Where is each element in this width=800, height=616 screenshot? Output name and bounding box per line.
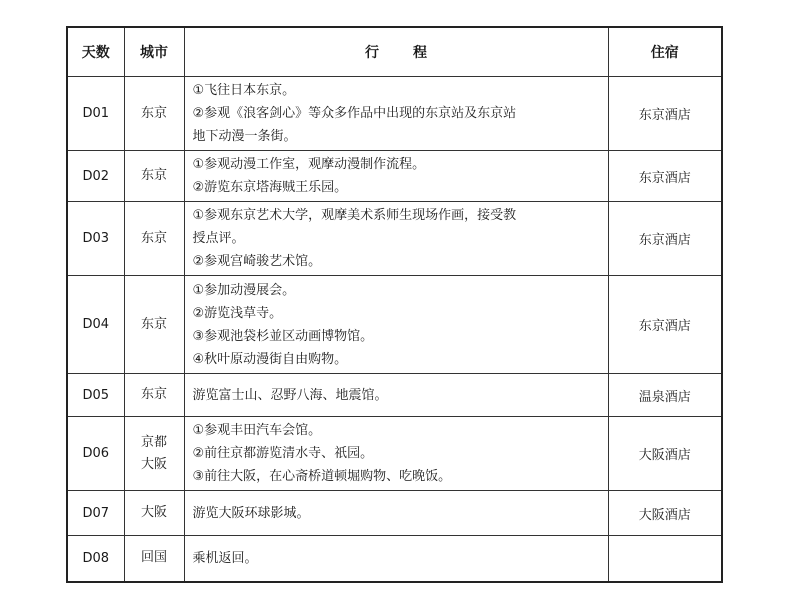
hotel-cell: 大阪酒店	[608, 491, 722, 536]
plan-line: ③前往大阪，在心斋桥道顿堀购物、吃晚饭。	[192, 469, 452, 484]
day-cell: D02	[67, 151, 124, 202]
plan-line: ④秋叶原动漫街自由购物。	[192, 351, 348, 367]
city-cell	[124, 151, 184, 202]
plan-line: ③参观池袋杉並区动画博物馆。	[192, 328, 374, 344]
table-row	[67, 202, 722, 276]
city-name: 回国	[140, 550, 167, 566]
plan-cell	[184, 202, 608, 276]
plan-line: ②游览浅草寺。	[192, 305, 283, 321]
day-cell: D08	[67, 536, 124, 582]
city-name: 大阪	[140, 505, 167, 520]
day-cell: D03	[67, 202, 124, 276]
plan-line: ①参观丰田汽车会馆。	[192, 423, 322, 438]
plan-line: ①参观动漫工作室，观摩动漫制作流程。	[192, 157, 426, 172]
city-cell	[124, 276, 184, 374]
day-cell: D06	[67, 417, 124, 491]
table-row	[67, 77, 722, 151]
plan-line: 游览富士山、忍野八海、地震馆。	[192, 387, 388, 403]
itinerary-table	[66, 26, 723, 583]
hotel-cell: 东京酒店	[608, 151, 722, 202]
plan-cell	[184, 151, 608, 202]
plan-cell	[184, 374, 608, 417]
day-cell: D01	[67, 77, 124, 151]
plan-line: ②参观《浪客剑心》等众多作品中出现的东京站及东京站	[192, 106, 517, 121]
hotel-cell: 东京酒店	[608, 276, 722, 374]
city-name: 京都	[140, 434, 167, 450]
city-cell	[124, 491, 184, 536]
plan-line: ②参观宫崎骏艺术馆。	[192, 254, 322, 269]
plan-line: ①参加动漫展会。	[192, 282, 296, 298]
plan-cell	[184, 276, 608, 374]
day-cell: D04	[67, 276, 124, 374]
table-row	[67, 374, 722, 417]
plan-cell	[184, 536, 608, 582]
table-row	[67, 417, 722, 491]
day-cell: D07	[67, 491, 124, 536]
hotel-cell	[608, 536, 722, 582]
city-cell	[124, 417, 184, 491]
plan-line: 游览大阪环球影城。	[192, 505, 310, 521]
header-hotel: 住宿	[608, 27, 722, 77]
table-row	[67, 491, 722, 536]
plan-cell	[184, 491, 608, 536]
plan-cell	[184, 77, 608, 151]
city-cell	[124, 202, 184, 276]
city-name: 东京	[140, 316, 167, 332]
plan-line: ①参观东京艺术大学，观摩美术系师生现场作画，接受教	[192, 208, 517, 223]
city-name: 东京	[140, 168, 167, 183]
day-cell: D05	[67, 374, 124, 417]
plan-line: ②前往京都游览清水寺、祇园。	[192, 446, 374, 461]
hotel-cell: 东京酒店	[608, 77, 722, 151]
city-cell	[124, 536, 184, 582]
header-day: 天数	[67, 27, 124, 77]
header-row	[67, 27, 722, 77]
plan-cell	[184, 417, 608, 491]
city-cell	[124, 374, 184, 417]
plan-line: 授点评。	[192, 231, 245, 246]
hotel-cell: 东京酒店	[608, 202, 722, 276]
plan-line: ①飞往日本东京。	[192, 83, 296, 98]
table-row	[67, 536, 722, 582]
city-name: 东京	[140, 105, 167, 121]
header-city: 城市	[124, 27, 184, 77]
header-plan	[184, 27, 608, 77]
city-name: 大阪	[140, 456, 167, 472]
hotel-cell: 温泉酒店	[608, 374, 722, 417]
header-plan-char-1: 行	[365, 45, 379, 61]
city-name: 东京	[140, 230, 167, 246]
table-row	[67, 276, 722, 374]
plan-line: ②游览东京塔海贼王乐园。	[192, 180, 348, 195]
hotel-cell: 大阪酒店	[608, 417, 722, 491]
city-name: 东京	[140, 387, 167, 402]
city-cell	[124, 77, 184, 151]
plan-line: 乘机返回。	[192, 550, 258, 566]
table-row	[67, 151, 722, 202]
header-plan-char-2: 程	[413, 45, 427, 61]
plan-line: 地下动漫一条街。	[192, 129, 297, 144]
